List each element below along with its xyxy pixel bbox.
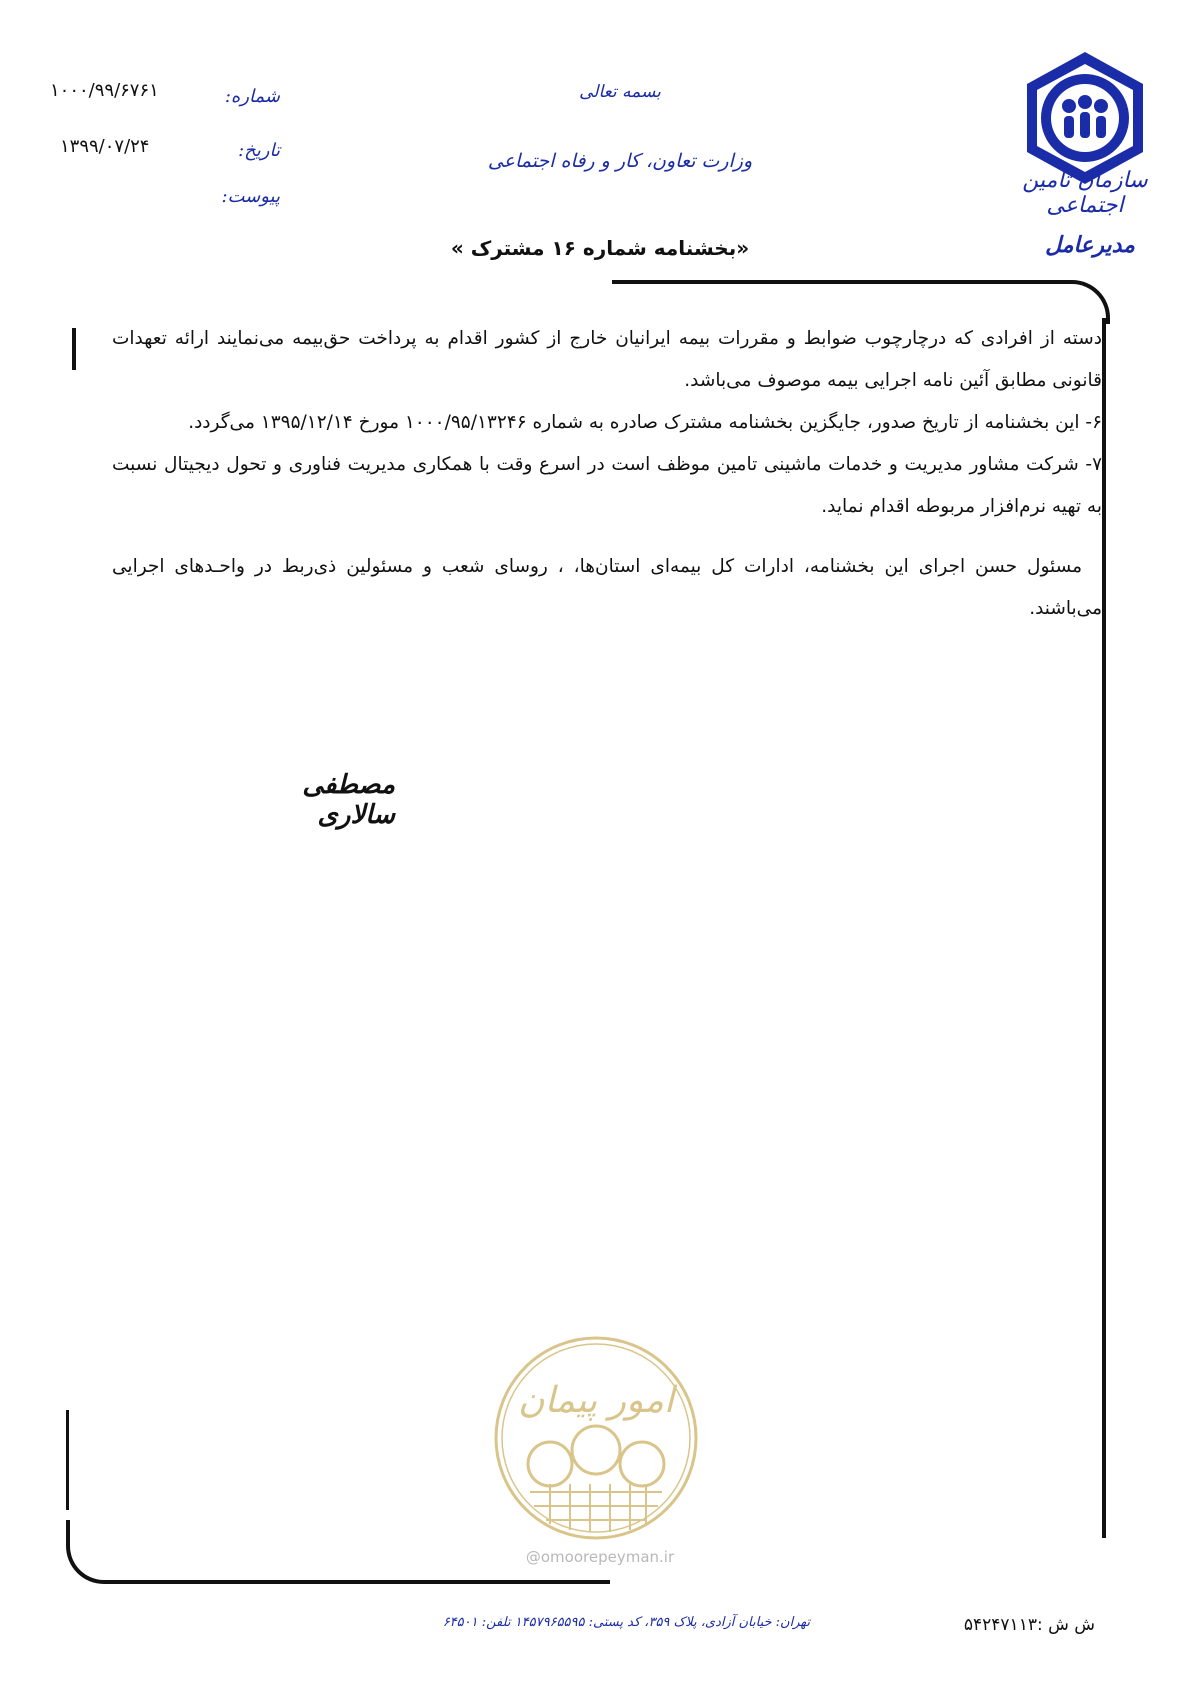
intro-paragraph: دسته از افرادی که درچارچوب ضوابط و مقررات بیمه ایرانیان خارج از کشور اقدام به پرداخت حق‌بیمه می‌نمایند ارائه تعهدات قانونی مطابق آئین نامه اجرایی بیمه موصوف می‌باشد. (112, 328, 1102, 391)
date-label: تاریخ: (238, 140, 280, 161)
frame-right-border (1102, 318, 1106, 1538)
item-7: ۷- شرکت مشاور مدیریت و خدمات ماشینی تامین موظف است در اسرع وقت با همکاری مدیریت فناوری و تحول دیجیتال نسبت به تهیه نرم‌افزار مربوطه اقدام نماید. (112, 454, 1102, 517)
number-label: شماره: (224, 86, 280, 107)
number-value: ۱۰۰۰/۹۹/۶۷۶۱ (50, 80, 159, 101)
attachment-label: پیوست: (221, 186, 280, 207)
ministry-name: وزارت تعاون، کار و رفاه اجتماعی (487, 150, 753, 172)
item-6: ۶- این بخشنامه از تاریخ صدور، جایگزین بخشنامه مشترک صادره به شماره ۱۰۰۰/۹۵/۱۳۲۴۶ مورخ ۱۳۹۵/۱۲/۱۴ می‌گردد. (188, 412, 1102, 433)
letter-body (112, 318, 1102, 630)
footer-address: تهران: خیابان آزادی، پلاک ۳۵۹، کد پستی: ۱۴۵۷۹۶۵۵۹۵ تلفن: ۶۴۵۰۱ (442, 1615, 810, 1630)
department-title: مدیرعامل (1045, 232, 1135, 258)
frame-left-border-top (72, 328, 76, 370)
reference-code: ش ش :۵۴۲۴۷۱۱۳ (963, 1615, 1095, 1635)
circular-title: «بخشنامه شماره ۱۶ مشترک » (450, 236, 750, 260)
organization-name: سازمان تأمین اجتماعی (1022, 168, 1148, 218)
date-value: ۱۳۹۹/۰۷/۲۴ (60, 136, 150, 157)
closing-paragraph: مسئول حسن اجرای این بخشنامه، ادارات کل بیمه‌ای استان‌ها، ، روسای شعب و مسئولین ذی‌ربط در واحـدهای اجرایی می‌باشند. (112, 556, 1102, 619)
stamp-text: امور پیمان (518, 1380, 674, 1421)
stamp-seal-icon (490, 1332, 702, 1544)
watermark-url: @omoorepeyman.ir (525, 1548, 675, 1566)
signature: مصطفی سالاری (302, 770, 395, 830)
social-security-logo-icon (1015, 48, 1155, 188)
basmala: بسمه تعالی (579, 82, 661, 102)
frame-left-border (66, 1410, 69, 1510)
